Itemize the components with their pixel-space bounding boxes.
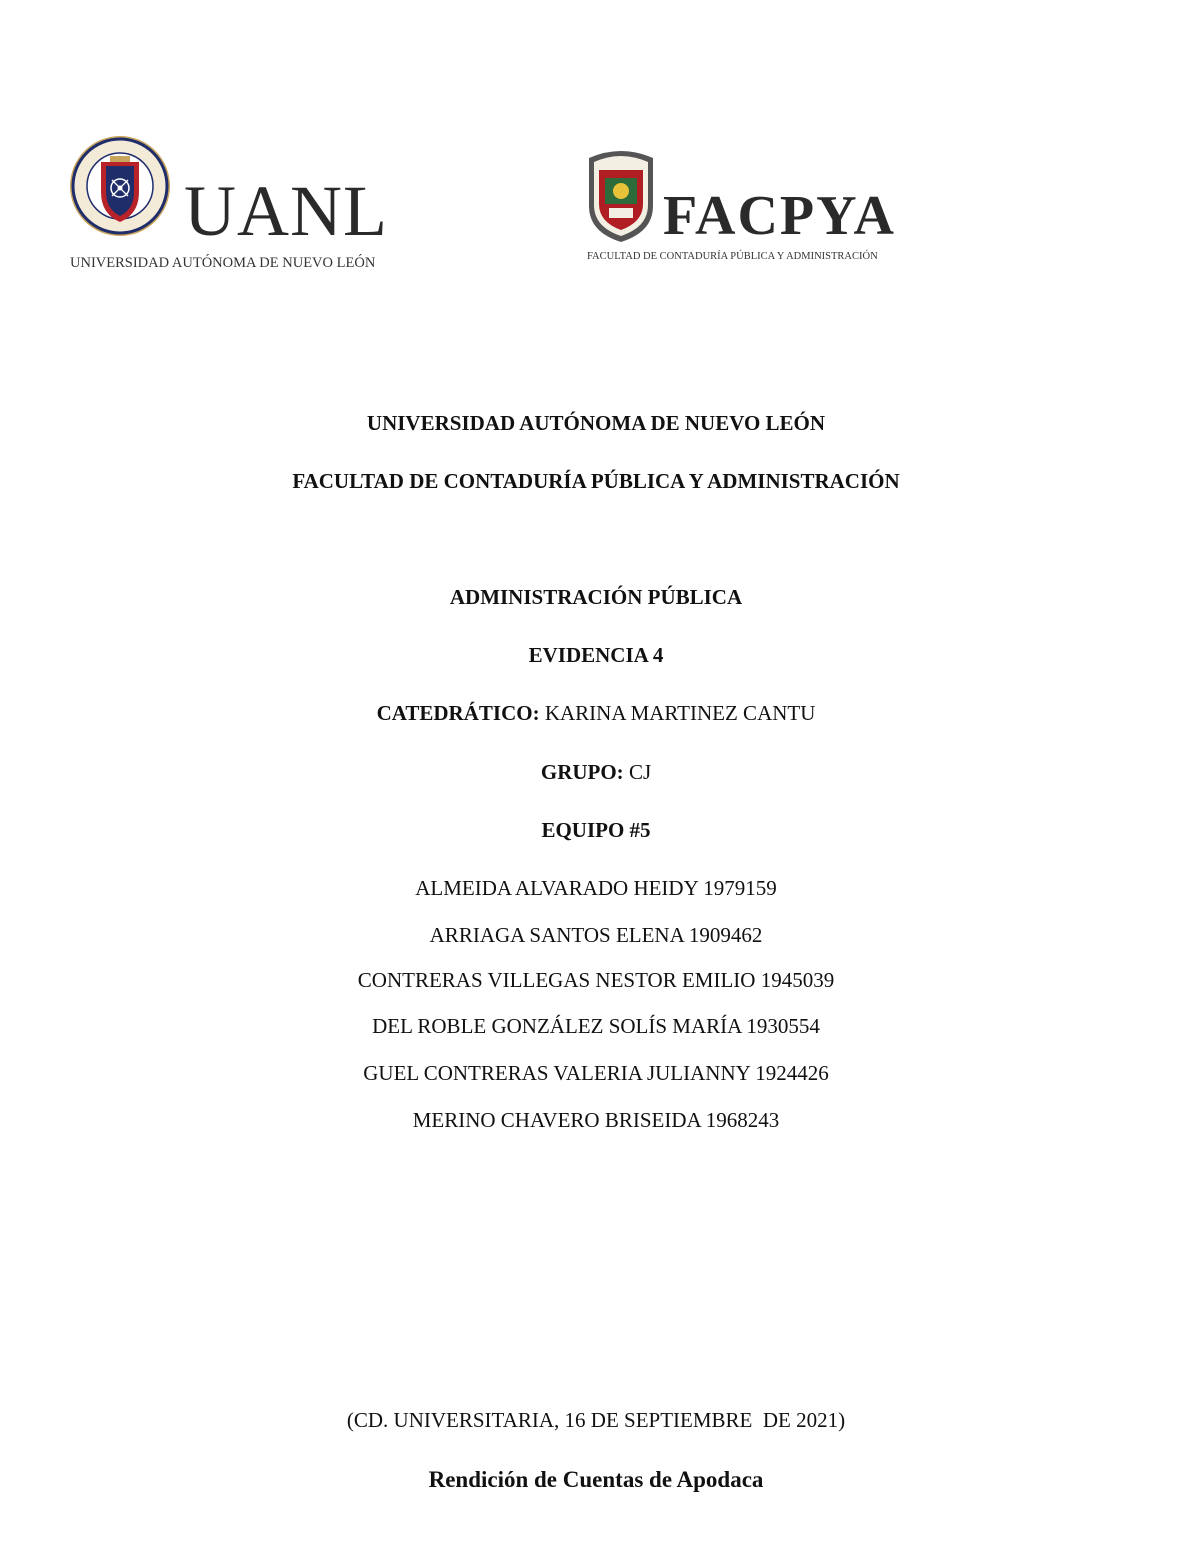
facpya-wordmark: FACPYA: [663, 185, 896, 247]
uanl-caption: UNIVERSIDAD AUTÓNOMA DE NUEVO LEÓN: [70, 255, 376, 271]
evidence-title: EVIDENCIA 4: [528, 643, 664, 667]
facpya-caption: FACULTAD DE CONTADURÍA PÚBLICA Y ADMINISTRACIÓN: [587, 251, 878, 262]
group-label: GRUPO:: [540, 760, 624, 784]
teacher-name: KARINA MARTINEZ CANTU: [544, 701, 816, 725]
member-item: ARRIAGA SANTOS ELENA 1909462: [429, 923, 763, 947]
member-item: CONTRERAS VILLEGAS NESTOR EMILIO 1945039: [357, 968, 835, 992]
member-item: MERINO CHAVERO BRISEIDA 1968243: [412, 1108, 780, 1132]
member-item: DEL ROBLE GONZÁLEZ SOLÍS MARÍA 1930554: [372, 1014, 820, 1038]
teacher-line: [0, 703, 1192, 724]
uanl-wordmark: UANL: [184, 171, 388, 251]
member-item: GUEL CONTRERAS VALERIA JULIANNY 1924426: [363, 1061, 829, 1085]
teacher-label: CATEDRÁTICO:: [376, 701, 540, 725]
uanl-seal-icon: [68, 130, 176, 242]
group-value: CJ: [628, 760, 652, 784]
university-name: UNIVERSIDAD AUTÓNOMA DE NUEVO LEÓN: [366, 411, 826, 435]
subject-title: ADMINISTRACIÓN PÚBLICA: [449, 585, 743, 609]
group-line: [0, 762, 1192, 783]
faculty-name: FACULTAD DE CONTADURÍA PÚBLICA Y ADMINISTRACIÓN: [292, 469, 900, 493]
uanl-logo: [68, 130, 388, 280]
member-item: ALMEIDA ALVARADO HEIDY 1979159: [415, 876, 777, 900]
place-date: (CD. UNIVERSITARIA, 16 DE SEPTIEMBRE DE 2021): [346, 1408, 846, 1432]
facpya-logo: [585, 148, 925, 273]
document-title: Rendición de Cuentas de Apodaca: [428, 1467, 764, 1492]
team-title: EQUIPO #5: [541, 818, 651, 842]
facpya-shield-icon: [585, 148, 657, 244]
